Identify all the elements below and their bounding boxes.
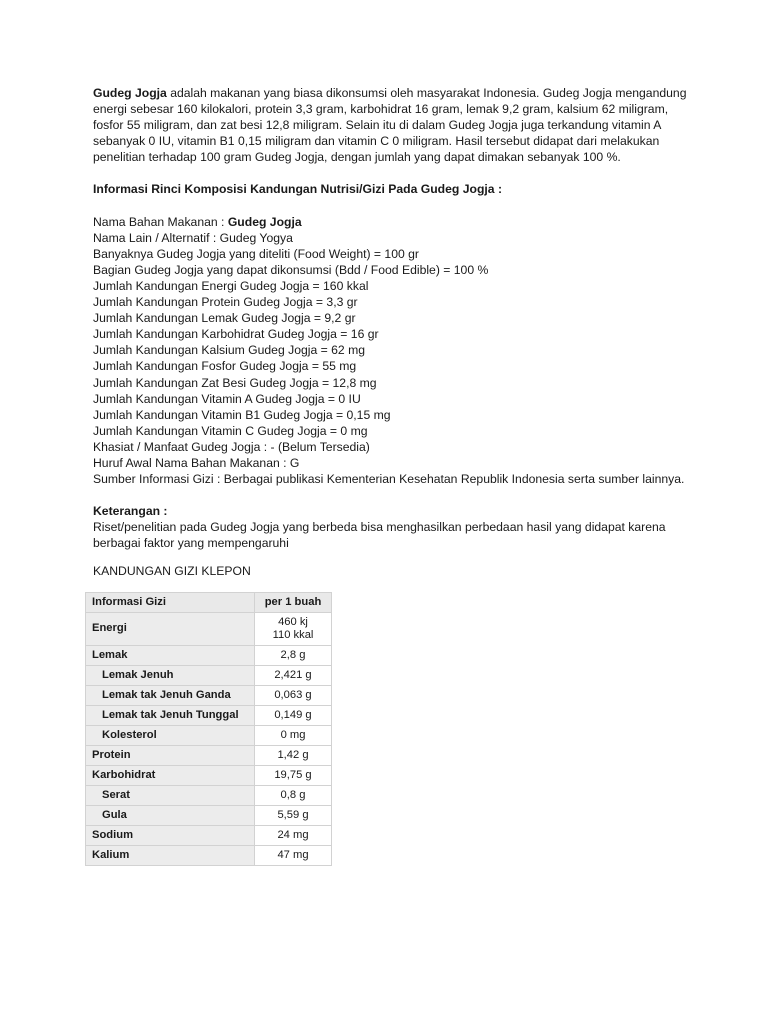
table-cell-name: Gula	[86, 805, 255, 825]
table-cell-name: Karbohidrat	[86, 765, 255, 785]
table-row	[86, 685, 332, 705]
table-cell-value-line: 1,42 g	[277, 748, 309, 761]
table-cell-value	[255, 845, 332, 865]
detail-line: Jumlah Kandungan Zat Besi Gudeg Jogja = 12,8 mg	[93, 375, 377, 390]
table-cell-value-line: 2,421 g	[274, 668, 312, 681]
table-cell-value-line: 2,8 g	[280, 648, 306, 661]
table-cell-value	[255, 825, 332, 845]
table-cell-name: Kalium	[86, 845, 255, 865]
table-cell-value	[255, 665, 332, 685]
table-cell-name: Lemak	[86, 645, 255, 665]
table-cell-value-line: 0 mg	[280, 728, 306, 741]
table-row	[86, 825, 332, 845]
intro-paragraph	[93, 85, 693, 165]
detail-name-label: Nama Bahan Makanan :	[93, 214, 228, 229]
table-cell-value-line: 24 mg	[277, 828, 309, 841]
table-header-name: Informasi Gizi	[86, 592, 255, 612]
table-cell-value-line: 110 kkal	[272, 628, 314, 641]
detail-line: Bagian Gudeg Jogja yang dapat dikonsumsi (Bdd / Food Edible) = 100 %	[93, 262, 489, 277]
table-cell-value-line: 0,149 g	[274, 708, 312, 721]
detail-heading: Informasi Rinci Komposisi Kandungan Nutrisi/Gizi Pada Gudeg Jogja :	[93, 182, 503, 197]
detail-line: Jumlah Kandungan Kalsium Gudeg Jogja = 62 mg	[93, 343, 366, 358]
table-row	[86, 645, 332, 665]
table-cell-value	[255, 805, 332, 825]
klepon-title: KANDUNGAN GIZI KLEPON	[93, 564, 251, 579]
table-cell-name: Lemak tak Jenuh Tunggal	[86, 705, 255, 725]
table-row	[86, 612, 332, 645]
table-cell-value	[255, 745, 332, 765]
table-row	[86, 725, 332, 745]
table-cell-name: Protein	[86, 745, 255, 765]
detail-line: Jumlah Kandungan Protein Gudeg Jogja = 3,3 gr	[93, 295, 358, 310]
table-row	[86, 805, 332, 825]
table-header-value: per 1 buah	[255, 592, 332, 612]
table-cell-value-line: 47 mg	[277, 848, 309, 861]
table-cell-value-line: 0,063 g	[274, 688, 312, 701]
detail-line: Jumlah Kandungan Karbohidrat Gudeg Jogja = 16 gr	[93, 327, 379, 342]
table-cell-name: Lemak tak Jenuh Ganda	[86, 685, 255, 705]
detail-line: Jumlah Kandungan Vitamin A Gudeg Jogja = 0 IU	[93, 391, 361, 406]
detail-list	[93, 214, 693, 488]
table-cell-value	[255, 785, 332, 805]
intro-lead: Gudeg Jogja	[93, 86, 167, 100]
table-cell-value	[255, 765, 332, 785]
detail-line: Banyaknya Gudeg Jogja yang diteliti (Food Weight) = 100 gr	[93, 246, 419, 261]
table-row	[86, 765, 332, 785]
table-cell-name: Sodium	[86, 825, 255, 845]
intro-text: adalah makanan yang biasa dikonsumsi oleh masyarakat Indonesia. Gudeg Jogja mengandung energi sebesar 160 kilokalori, protein 3,3 gram, karbohidrat 16 gram, lemak 9,2 gram, kalsium 62 miligram, fosfor 55 miligram, dan zat besi 12,8 miligram. Selain itu di dalam Gudeg Jogja juga terkandung vitamin A sebanyak 0 IU, vitamin B1 0,15 miligram dan vitamin C 0 miligram. Hasil tersebut didapat dari melakukan penelitian terhadap 100 gram Gudeg Jogja, dengan jumlah yang dapat dimakan sebanyak 100 %.	[93, 86, 687, 165]
detail-line: Jumlah Kandungan Energi Gudeg Jogja = 160 kkal	[93, 278, 369, 293]
notes-text: Riset/penelitian pada Gudeg Jogja yang berbeda bisa menghasilkan perbedaan hasil yang didapat karena berbagai faktor yang mempengaruhi	[93, 520, 666, 551]
table-cell-name: Lemak Jenuh	[86, 665, 255, 685]
nutrition-table-body	[86, 612, 332, 865]
table-cell-name: Kolesterol	[86, 725, 255, 745]
table-cell-value	[255, 705, 332, 725]
detail-name-line	[93, 214, 693, 230]
table-cell-value-line: 0,8 g	[280, 788, 306, 801]
table-cell-value-line: 19,75 g	[274, 768, 312, 781]
table-header-row	[86, 592, 332, 612]
detail-line: Khasiat / Manfaat Gudeg Jogja : - (Belum Tersedia)	[93, 439, 370, 454]
table-row	[86, 785, 332, 805]
table-cell-value	[255, 725, 332, 745]
detail-line: Huruf Awal Nama Bahan Makanan : G	[93, 455, 300, 470]
table-cell-value	[255, 685, 332, 705]
table-row	[86, 705, 332, 725]
nutrition-table	[85, 592, 332, 866]
notes-title: Keterangan :	[93, 504, 168, 519]
detail-line: Jumlah Kandungan Vitamin B1 Gudeg Jogja = 0,15 mg	[93, 407, 391, 422]
detail-line: Jumlah Kandungan Lemak Gudeg Jogja = 9,2 gr	[93, 311, 356, 326]
detail-line: Nama Lain / Alternatif : Gudeg Yogya	[93, 230, 293, 245]
table-cell-value-line: 5,59 g	[277, 808, 309, 821]
table-cell-value	[255, 645, 332, 665]
table-row	[86, 845, 332, 865]
table-row	[86, 745, 332, 765]
table-cell-name: Serat	[86, 785, 255, 805]
table-cell-name: Energi	[86, 612, 255, 645]
detail-line: Jumlah Kandungan Fosfor Gudeg Jogja = 55 mg	[93, 359, 357, 374]
table-cell-value-line: 460 kj	[278, 615, 308, 628]
table-row	[86, 665, 332, 685]
detail-line: Sumber Informasi Gizi : Berbagai publikasi Kementerian Kesehatan Republik Indonesia serta sumber lainnya.	[93, 472, 685, 487]
detail-name-value: Gudeg Jogja	[227, 214, 302, 229]
table-cell-value	[255, 612, 332, 645]
document-content	[93, 85, 693, 866]
detail-line: Jumlah Kandungan Vitamin C Gudeg Jogja = 0 mg	[93, 423, 368, 438]
